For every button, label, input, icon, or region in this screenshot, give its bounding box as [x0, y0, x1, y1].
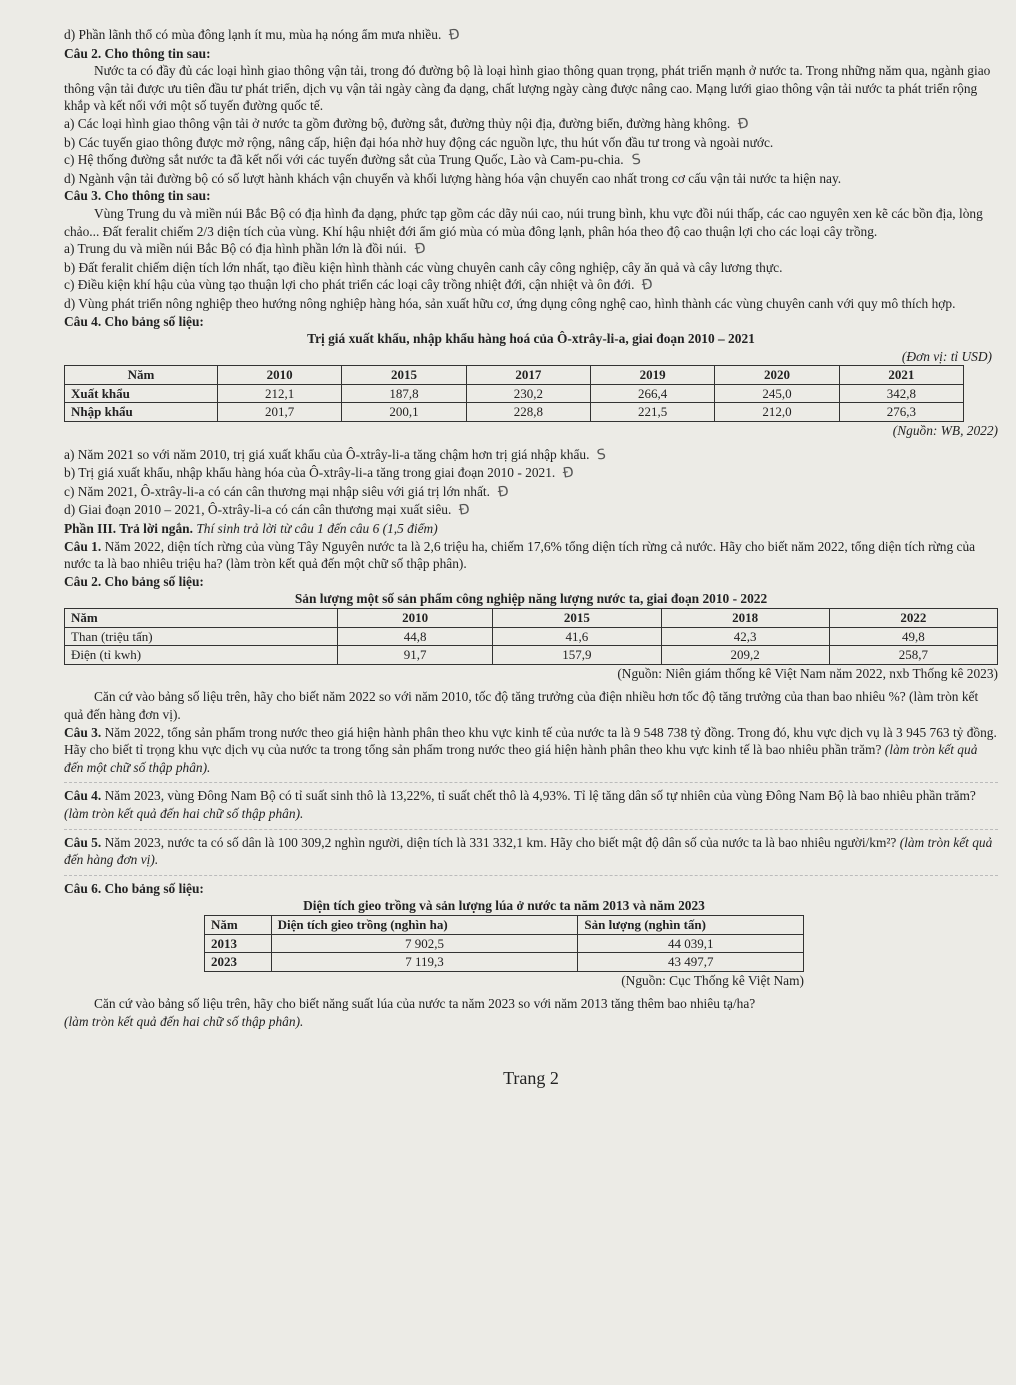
table-cell: 276,3: [839, 403, 963, 422]
q4-table: [64, 365, 964, 422]
table-cell: 42,3: [661, 627, 829, 646]
table-cell: 44 039,1: [578, 934, 804, 953]
table-cell: 2015: [342, 366, 466, 385]
handwritten-mark-icon: Ɖ: [458, 501, 472, 520]
table-cell: Nhập khẩu: [65, 403, 218, 422]
table-cell: 2021: [839, 366, 963, 385]
p3-q6-table: [204, 915, 804, 972]
table-cell: 201,7: [218, 403, 342, 422]
table-cell: 49,8: [829, 627, 997, 646]
answer-line[interactable]: [64, 776, 998, 783]
p3-q2-table: [64, 608, 998, 665]
q4-item-b: b) Trị giá xuất khẩu, nhập khẩu hàng hóa của Ô-xtrây-li-a tăng trong giai đoạn 2010 - 2021. Ɖ: [64, 464, 576, 482]
table-cell: 2022: [829, 609, 997, 628]
handwritten-mark-icon: S: [630, 151, 642, 169]
q2-item-d: d) Ngành vận tải đường bộ có số lượt hành khách vận chuyển và khối lượng hàng hóa vận chuyển cao nhất trong cơ cấu vận tải nước ta hiện nay.: [64, 170, 842, 186]
table-cell: 2010: [218, 366, 342, 385]
table-cell: 2020: [715, 366, 839, 385]
q3-title: Câu 3. Cho thông tin sau:: [64, 188, 211, 204]
p3-q2-title: Câu 2. Cho bảng số liệu:: [64, 573, 204, 589]
table-cell: 41,6: [493, 627, 661, 646]
part3-heading: Phần III. Trả lời ngắn. Thí sinh trả lời từ câu 1 đến câu 6 (1,5 điểm): [64, 521, 438, 537]
handwritten-mark-icon: Ɖ: [413, 240, 427, 258]
table-cell: 44,8: [338, 627, 493, 646]
table-cell: 2015: [493, 609, 661, 628]
p3-q6-note: (làm tròn kết quả đến hai chữ số thập phân).: [64, 1013, 304, 1029]
p3-q6-caption: Diện tích gieo trồng và sản lượng lúa ở nước ta năm 2013 và năm 2023: [303, 898, 705, 914]
table-cell: 230,2: [466, 384, 590, 403]
p3-q3: Câu 3. Năm 2022, tổng sản phẩm trong nước theo giá hiện hành phân theo khu vực kinh tế của nước ta là 9 548 738 tỷ đồng. Trong đó, khu vực dịch vụ là 3 945 763 tỷ đồng. Hãy cho biết tỉ trọng khu vực dịch vụ của nước ta trong tổng sản phẩm trong nước theo giá hiện hành phân theo khu vực kinh tế là bao nhiêu phần trăm? (làm tròn kết quả đến một chữ số thập phân).: [64, 724, 997, 775]
table-cell: 7 902,5: [271, 934, 578, 953]
table-cell: 2010: [338, 609, 493, 628]
p3-q5: Câu 5. Năm 2023, nước ta có số dân là 100 309,2 nghìn người, diện tích là 331 332,1 km. Hãy cho biết mật độ dân số của nước ta là bao nhiêu người/km²? (làm tròn kết quả đến hàng đơn vị).: [64, 834, 993, 868]
table-cell: 2019: [590, 366, 714, 385]
table-cell: 209,2: [661, 646, 829, 665]
handwritten-mark-icon: Ɖ: [496, 483, 510, 501]
q4-table-caption: Trị giá xuất khẩu, nhập khẩu hàng hoá của Ô-xtrây-li-a, giai đoạn 2010 – 2021: [307, 331, 755, 347]
handwritten-mark-icon: S: [596, 446, 608, 464]
p3-q2-text: Căn cứ vào bảng số liệu trên, hãy cho biết năm 2022 so với năm 2010, tốc độ tăng trưởng của điện nhiều hơn tốc độ tăng trưởng của than bao nhiêu %? (làm tròn kết quả đến hàng đơn vị).: [64, 689, 979, 722]
q3-item-a: a) Trung du và miền núi Bắc Bộ có địa hình phần lớn là đồi núi. Ɖ: [64, 240, 427, 258]
table-row: [65, 384, 964, 403]
table-header-row: [65, 609, 998, 628]
table-cell: 157,9: [493, 646, 661, 665]
q2-item-c: c) Hệ thống đường sắt nước ta đã kết nối với các tuyến đường sắt của Trung Quốc, Lào và Cam-pu-chia. S: [64, 151, 642, 169]
p3-q6-title: Câu 6. Cho bảng số liệu:: [64, 880, 204, 896]
p3-q6-source: (Nguồn: Cục Thống kê Việt Nam): [621, 972, 804, 988]
table-cell: 228,8: [466, 403, 590, 422]
p3-q4: Câu 4. Năm 2023, vùng Đông Nam Bộ có tỉ suất sinh thô là 13,22%, tỉ suất chết thô là 4,93%. Tỉ lệ tăng dân số tự nhiên của vùng Đông Nam Bộ là bao nhiêu phần trăm? (làm tròn kết quả đến hai chữ số thập phân).: [64, 788, 976, 821]
table-cell: 2017: [466, 366, 590, 385]
q4-item-d: d) Giai đoạn 2010 – 2021, Ô-xtrây-li-a có cán cân thương mại xuất siêu. Ɖ: [64, 501, 472, 520]
table-cell: 266,4: [590, 384, 714, 403]
handwritten-mark-icon: Ɖ: [641, 276, 655, 294]
table-cell: 200,1: [342, 403, 466, 422]
table-cell: Sản lượng (nghìn tấn): [578, 915, 804, 934]
p3-q6-text: Căn cứ vào bảng số liệu trên, hãy cho biết năng suất lúa của nước ta năm 2023 so với năm 2013 tăng thêm bao nhiêu tạ/ha?: [94, 996, 756, 1012]
table-row: [205, 934, 804, 953]
answer-line[interactable]: [64, 869, 998, 876]
table-cell: 2018: [661, 609, 829, 628]
handwritten-mark-icon: Ɖ: [562, 464, 576, 482]
table-row: [65, 627, 998, 646]
q4-item-c: c) Năm 2021, Ô-xtrây-li-a có cán cân thương mại nhập siêu với giá trị lớn nhất. Ɖ: [64, 483, 510, 501]
p3-q2-source: (Nguồn: Niên giám thống kê Việt Nam năm 2022, nxb Thống kê 2023): [617, 665, 998, 681]
table-cell: 258,7: [829, 646, 997, 665]
table-cell: Than (triệu tấn): [65, 627, 338, 646]
table-cell: Diện tích gieo trồng (nghìn ha): [271, 915, 578, 934]
table-cell: 212,0: [715, 403, 839, 422]
q4-item-a: a) Năm 2021 so với năm 2010, trị giá xuất khẩu của Ô-xtrây-li-a tăng chậm hơn trị giá nhập khẩu. S: [64, 446, 608, 464]
page-number: Trang 2: [503, 1068, 559, 1089]
prev-question-item-d: d) Phần lãnh thổ có mùa đông lạnh ít mu, mùa hạ nóng ẩm mưa nhiều. Ɖ: [64, 26, 462, 44]
table-row: [65, 403, 964, 422]
q4-title: Câu 4. Cho bảng số liệu:: [64, 313, 204, 329]
q2-title: Câu 2. Cho thông tin sau:: [64, 45, 211, 61]
table-cell: 212,1: [218, 384, 342, 403]
table-header-row: [65, 366, 964, 385]
table-cell: 221,5: [590, 403, 714, 422]
q2-item-b: b) Các tuyến giao thông được mở rộng, nâng cấp, hiện đại hóa nhờ huy động các nguồn lực, thu hút vốn đầu tư trong và ngoài nước.: [64, 134, 774, 150]
table-cell: 7 119,3: [271, 953, 578, 972]
table-cell: Năm: [65, 366, 218, 385]
q4-table-source: (Nguồn: WB, 2022): [892, 423, 998, 439]
p3-q2-caption: Sản lượng một số sản phẩm công nghiệp năng lượng nước ta, giai đoạn 2010 - 2022: [294, 591, 768, 607]
table-cell: 91,7: [338, 646, 493, 665]
table-row: [65, 646, 998, 665]
table-cell: 342,8: [839, 384, 963, 403]
table-cell: 43 497,7: [578, 953, 804, 972]
q2-text: Nước ta có đầy đủ các loại hình giao thông vận tải, trong đó đường bộ là loại hình giao thông quan trọng, phát triển mạnh ở nước ta. Trong những năm qua, ngành giao thông vận tải được ưu tiên đầu tư phát triển, dịch vụ vận tải ngày càng đa dạng, chất lượng ngày càng được nâng cao. Mạng lưới giao thông vận tải nước ta phát triển rộng khắp và kết nối với một số tuyến đường quốc tế.: [64, 63, 991, 114]
table-cell: Năm: [205, 915, 272, 934]
q2-item-a: a) Các loại hình giao thông vận tải ở nước ta gồm đường bộ, đường sắt, đường thủy nội địa, đường biển, đường hàng không. Ɖ: [64, 115, 751, 133]
q3-item-c: c) Điều kiện khí hậu của vùng tạo thuận lợi cho phát triển các loại cây trồng nhiệt đới, cận nhiệt và ôn đới. Ɖ: [64, 276, 655, 294]
table-cell: Điện (tỉ kwh): [65, 646, 338, 665]
table-row: [205, 953, 804, 972]
table-cell: Năm: [65, 609, 338, 628]
q3-text: Vùng Trung du và miền núi Bắc Bộ có địa hình đa dạng, phức tạp gồm các dãy núi cao, núi trung bình, khu vực đồi núi thấp, các cao nguyên xen kẽ các bồn địa, lòng chảo... Đất feralit chiếm 2/3 diện tích của vùng. Khí hậu nhiệt đới ẩm gió mùa có mùa đông lạnh, phân hóa theo độ cao thuận lợi cho các loại cây trồng.: [64, 205, 983, 239]
table-header-row: [205, 915, 804, 934]
table-cell: 187,8: [342, 384, 466, 403]
table-cell: 2013: [205, 934, 272, 953]
table-cell: 245,0: [715, 384, 839, 403]
q3-item-b: b) Đất feralit chiếm diện tích lớn nhất, tạo điều kiện hình thành các vùng chuyên canh cây công nghiệp, cây ăn quả và cây lương thực.: [64, 259, 783, 275]
table-cell: Xuất khẩu: [65, 384, 218, 403]
answer-line[interactable]: [64, 823, 998, 830]
q3-item-d: d) Vùng phát triển nông nghiệp theo hướng nông nghiệp hàng hóa, sản xuất hữu cơ, ứng dụng công nghệ cao, hình thành các vùng chuyên canh với quy mô thích hợp.: [64, 295, 956, 311]
q4-table-unit: (Đơn vị: tỉ USD): [901, 348, 992, 364]
handwritten-mark-icon: Ɖ: [737, 115, 751, 133]
table-cell: 2023: [205, 953, 272, 972]
handwritten-mark-icon: Ɖ: [448, 26, 462, 44]
p3-q1: Câu 1. Năm 2022, diện tích rừng của vùng Tây Nguyên nước ta là 2,6 triệu ha, chiếm 17,6% tổng diện tích rừng cả nước. Hãy cho biết năm 2022, tổng diện tích rừng của nước ta là bao nhiêu triệu ha? (làm tròn kết quả đến một chữ số thập phân).: [64, 538, 976, 572]
